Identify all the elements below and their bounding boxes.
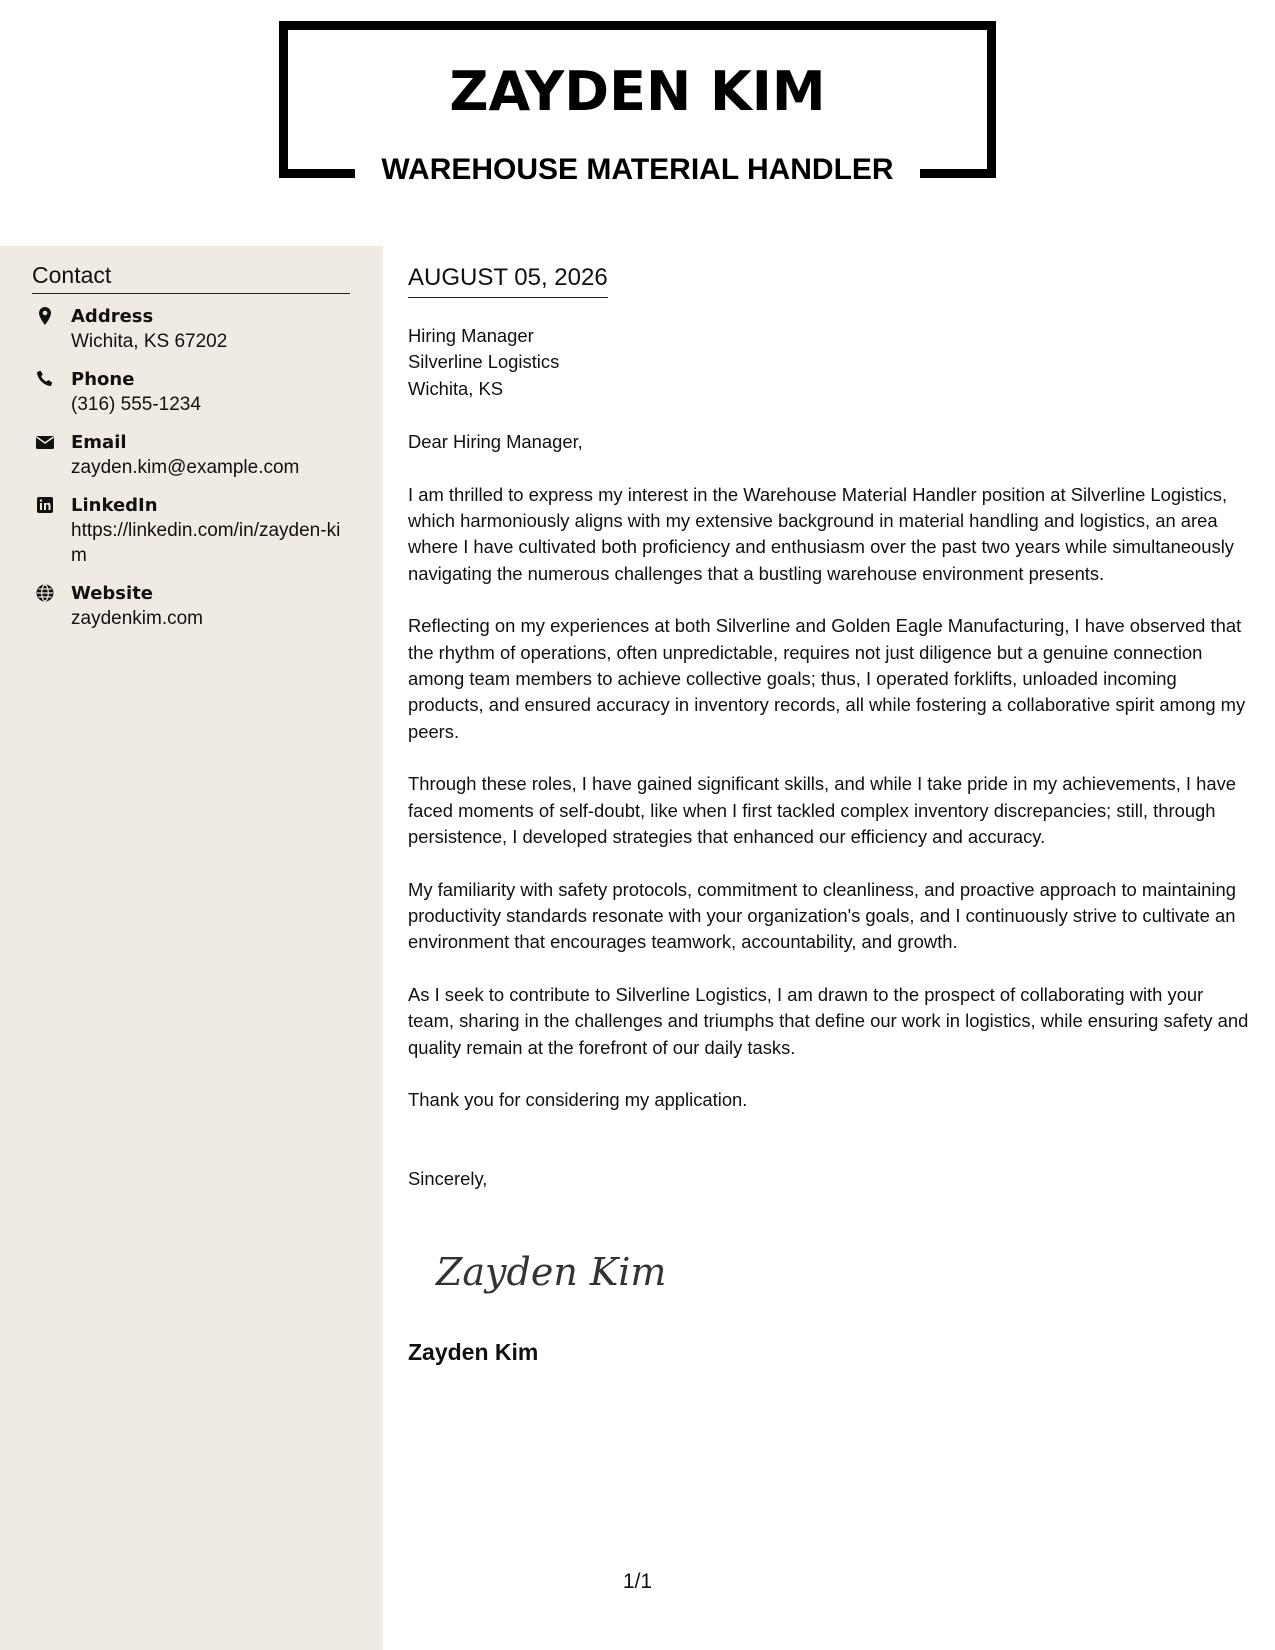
closing: Sincerely, xyxy=(408,1168,488,1190)
contact-value: zaydenkim.com xyxy=(71,608,203,629)
body-paragraph: Thank you for considering my application. xyxy=(408,1088,748,1110)
contact-item-linkedin xyxy=(32,493,352,568)
contact-item-address xyxy=(32,304,352,354)
contact-item-phone xyxy=(32,367,352,417)
contact-item-website xyxy=(32,581,352,631)
map-pin-icon xyxy=(35,306,55,326)
contact-label: Email xyxy=(71,432,127,453)
handwritten-signature: Zayden Kim xyxy=(436,1250,667,1294)
body-paragraph: I am thrilled to express my interest in the Warehouse Material Handler position at Silverline Logistics, which harmoniously aligns with my extensive background in material handling and logistics, an area where I have cultivated both proficiency and enthusiasm over the past two years while simultaneously navigating the numerous challenges that a bustling warehouse environment presents. xyxy=(408,483,1234,584)
body-paragraph: Through these roles, I have gained significant skills, and while I take pride in my achievements, I have faced moments of self-doubt, like when I first tackled complex inventory discrepancies; still, through persistence, I developed strategies that enhanced our efficiency and accuracy. xyxy=(408,773,1237,848)
page-number: 1/1 xyxy=(622,1570,653,1593)
signed-name: Zayden Kim xyxy=(408,1339,539,1365)
recipient-block xyxy=(408,323,1253,402)
contact-label: Address xyxy=(71,306,154,327)
phone-icon xyxy=(35,369,55,389)
contact-label: Phone xyxy=(71,369,135,390)
contact-label: LinkedIn xyxy=(71,495,158,516)
body-paragraph: As I seek to contribute to Silverline Logistics, I am drawn to the prospect of collaborating with your team, sharing in the challenges and triumphs that define our work in logistics, while ensuring safety and quality remain at the forefront of our daily tasks. xyxy=(408,983,1249,1058)
contact-value: https://linkedin.com/in/zayden-kim xyxy=(71,520,341,566)
applicant-name: ZAYDEN KIM xyxy=(449,60,826,123)
contact-heading: Contact xyxy=(32,262,350,294)
letter-date: AUGUST 05, 2026 xyxy=(408,264,608,298)
recipient-line: Hiring Manager xyxy=(408,325,534,346)
job-title: WAREHOUSE MATERIAL HANDLER xyxy=(370,153,905,187)
contact-value: (316) 555-1234 xyxy=(71,394,201,415)
envelope-icon xyxy=(35,432,55,452)
body-paragraph: My familiarity with safety protocols, commitment to cleanliness, and proactive approach to maintaining productivity standards resonate with your organization's goals, and I continuously strive to cultivate an environment that encourages teamwork, accountability, and growth. xyxy=(408,878,1236,953)
contact-list xyxy=(32,304,352,644)
frame-top-bar xyxy=(279,21,996,30)
frame-bottom-left-bar xyxy=(279,169,355,178)
frame-bottom-right-bar xyxy=(920,169,996,178)
contact-label: Website xyxy=(71,583,154,604)
recipient-line: Silverline Logistics xyxy=(408,351,560,373)
recipient-line: Wichita, KS xyxy=(408,377,504,399)
contact-value: Wichita, KS 67202 xyxy=(71,331,228,352)
globe-icon xyxy=(35,583,55,603)
salutation: Dear Hiring Manager, xyxy=(408,431,583,453)
letter-body xyxy=(408,323,1253,1193)
linkedin-icon xyxy=(35,495,55,515)
body-paragraph: Reflecting on my experiences at both Silverline and Golden Eagle Manufacturing, I have observed that the rhythm of operations, often unpredictable, requires not just diligence but a genuine connection among team members to achieve collective goals; thus, I operated forklifts, unloaded incoming products, and ensured accuracy in inventory records, all while fostering a collaborative spirit among my peers. xyxy=(408,615,1246,742)
contact-value: zayden.kim@example.com xyxy=(71,457,300,478)
contact-item-email xyxy=(32,430,352,480)
